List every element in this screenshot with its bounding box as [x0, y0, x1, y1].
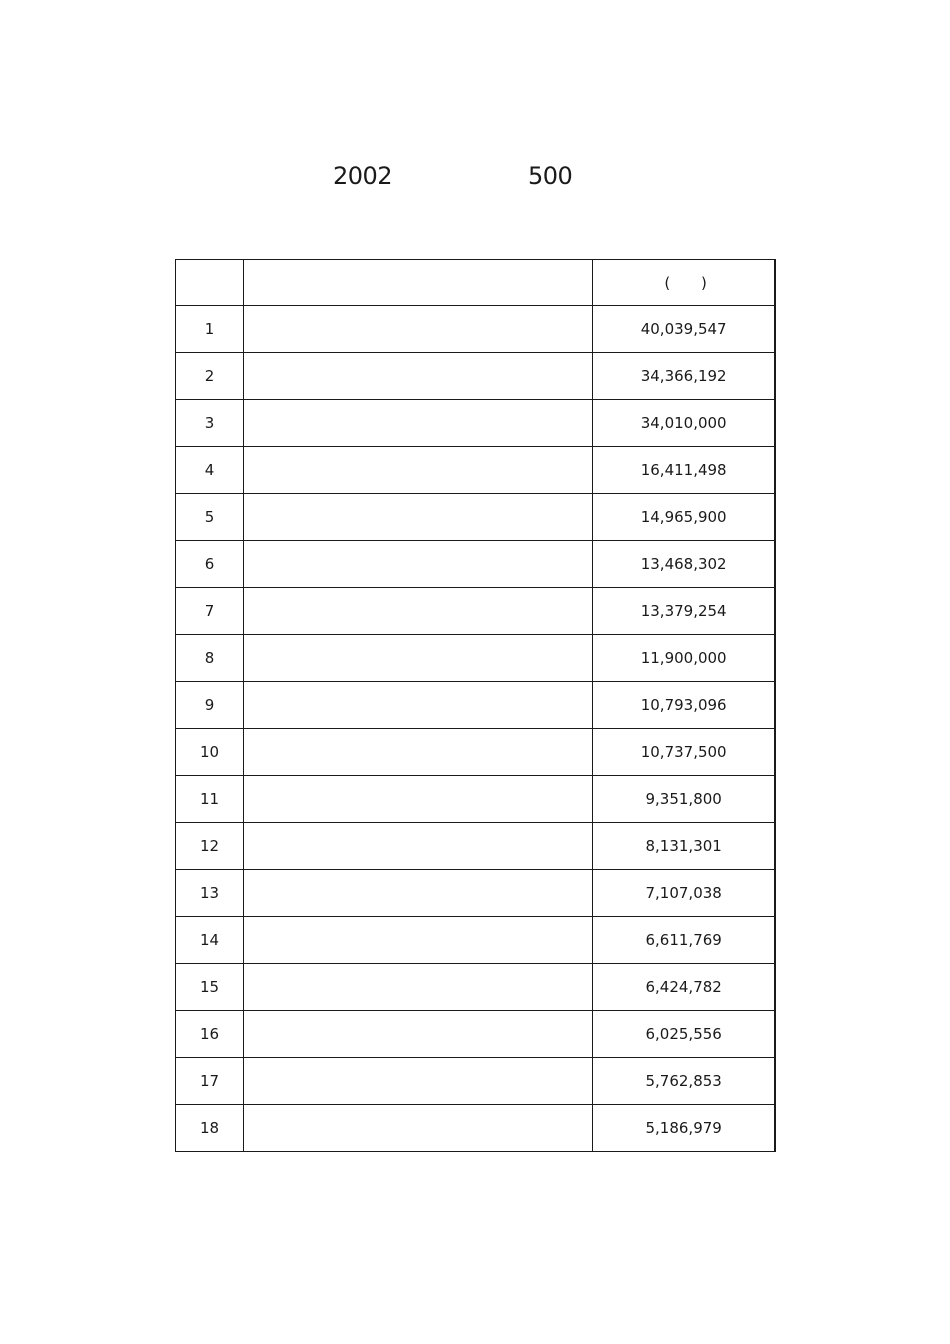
- table-row: [176, 541, 776, 588]
- cell-value: 16,411,498: [593, 447, 775, 494]
- table-row: [176, 729, 776, 776]
- table-row: [176, 306, 776, 353]
- cell-rank: 17: [176, 1058, 244, 1105]
- cell-name: [244, 353, 593, 400]
- cell-rank: 14: [176, 917, 244, 964]
- table-row: [176, 823, 776, 870]
- cell-name: [244, 447, 593, 494]
- cell-value: 6,025,556: [593, 1011, 775, 1058]
- cell-rank: 11: [176, 776, 244, 823]
- cell-value: 14,965,900: [593, 494, 775, 541]
- title-count: 500: [528, 162, 573, 190]
- cell-rank: 2: [176, 353, 244, 400]
- cell-rank: 13: [176, 870, 244, 917]
- header-value: [593, 260, 775, 306]
- cell-rank: 5: [176, 494, 244, 541]
- table-row: [176, 964, 776, 1011]
- table-row: [176, 494, 776, 541]
- page-title: [0, 160, 950, 196]
- cell-name: [244, 541, 593, 588]
- cell-value: 9,351,800: [593, 776, 775, 823]
- table-row: [176, 1105, 776, 1152]
- table-header-row: [176, 260, 776, 306]
- cell-value: 5,186,979: [593, 1105, 775, 1152]
- header-rank: [176, 260, 244, 306]
- cell-name: [244, 306, 593, 353]
- cell-name: [244, 917, 593, 964]
- cell-rank: 16: [176, 1011, 244, 1058]
- cell-name: [244, 870, 593, 917]
- cell-rank: 4: [176, 447, 244, 494]
- ranking-table: [175, 259, 776, 1152]
- cell-rank: 18: [176, 1105, 244, 1152]
- table-row: [176, 447, 776, 494]
- cell-value: 34,010,000: [593, 400, 775, 447]
- cell-value: 10,737,500: [593, 729, 775, 776]
- cell-value: 6,611,769: [593, 917, 775, 964]
- header-value-unit: ( ): [664, 273, 707, 292]
- cell-value: 5,762,853: [593, 1058, 775, 1105]
- cell-rank: 12: [176, 823, 244, 870]
- cell-rank: 1: [176, 306, 244, 353]
- table-row: [176, 400, 776, 447]
- cell-name: [244, 494, 593, 541]
- cell-rank: 7: [176, 588, 244, 635]
- cell-value: 13,468,302: [593, 541, 775, 588]
- cell-name: [244, 400, 593, 447]
- cell-name: [244, 823, 593, 870]
- cell-rank: 3: [176, 400, 244, 447]
- cell-rank: 6: [176, 541, 244, 588]
- cell-name: [244, 964, 593, 1011]
- table-row: [176, 870, 776, 917]
- title-year: 2002: [333, 162, 393, 190]
- cell-rank: 15: [176, 964, 244, 1011]
- cell-name: [244, 588, 593, 635]
- table-row: [176, 1058, 776, 1105]
- cell-value: 10,793,096: [593, 682, 775, 729]
- cell-name: [244, 1058, 593, 1105]
- cell-name: [244, 729, 593, 776]
- table-body: [176, 306, 776, 1152]
- table-row: [176, 682, 776, 729]
- table-row: [176, 588, 776, 635]
- cell-value: 7,107,038: [593, 870, 775, 917]
- header-name: [244, 260, 593, 306]
- cell-value: 8,131,301: [593, 823, 775, 870]
- table-row: [176, 635, 776, 682]
- cell-name: [244, 776, 593, 823]
- cell-value: 40,039,547: [593, 306, 775, 353]
- table-row: [176, 917, 776, 964]
- cell-name: [244, 1105, 593, 1152]
- cell-rank: 10: [176, 729, 244, 776]
- cell-rank: 8: [176, 635, 244, 682]
- cell-name: [244, 635, 593, 682]
- cell-name: [244, 1011, 593, 1058]
- cell-name: [244, 682, 593, 729]
- table-row: [176, 1011, 776, 1058]
- cell-value: 6,424,782: [593, 964, 775, 1011]
- cell-value: 34,366,192: [593, 353, 775, 400]
- cell-value: 11,900,000: [593, 635, 775, 682]
- cell-rank: 9: [176, 682, 244, 729]
- table-row: [176, 776, 776, 823]
- cell-value: 13,379,254: [593, 588, 775, 635]
- table-row: [176, 353, 776, 400]
